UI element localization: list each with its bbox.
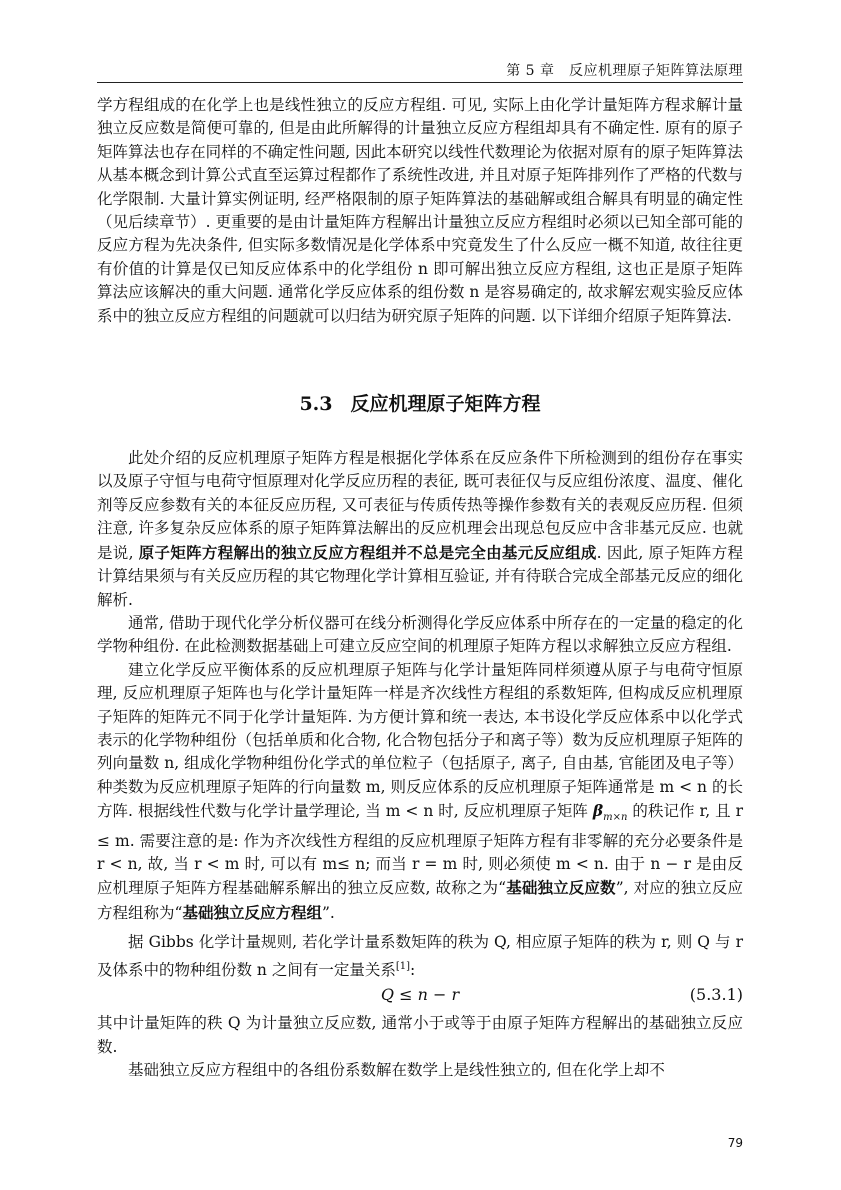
equation-5-3-1	[97, 982, 743, 1008]
section-spacer-bottom	[97, 417, 743, 447]
paragraph-matrix-definition	[97, 659, 743, 926]
paragraph-final: 基础独立反应方程组中的各组份系数解在数学上是线性独立的, 但在化学上却不	[128, 1061, 665, 1080]
paragraph-text: 此处介绍的反应机理原子矩阵方程是根据化学体系在反应条件下所检测到的组份存在事实以及原子守恒与电荷守恒原理对化学反应历程的表征, 既可表征仅与反应组份浓度、温度、催化剂等反应参数有关的本征反应历程, 又可表征与传质传热等操作参数有关的表观反应历程. 但须注意, 许多复杂反应体系的原子矩阵算法解出的反应机理会出现总包反应中含非基元反应. 也就是说,	[97, 449, 743, 562]
paragraph-text: :	[410, 960, 416, 979]
paragraph-text: 建立化学反应平衡体系的反应机理原子矩阵与化学计量矩阵同样须遵从原子与电荷守恒原理, 反应机理原子矩阵也与化学计量矩阵一样是齐次线性方程组的系数矩阵, 但构成反应机理原子矩阵的矩阵元不同于化学计量矩阵. 为方便计算和统一表达, 本书设化学反应体系中以化学式表示的化学物种组份（包括单质和化合物, 化合物包括分子和离子等）数为反应机理原子矩阵的列向量数 n, 组成化学物种组份化学式的单位粒子（包括原子, 离子, 自由基, 官能团及电子等）种类数为反应机理原子矩阵的行向量数 m, 则反应体系的反应机理原子矩阵通常是 m < n 的长方阵. 根据线性代数与化学计量学理论, 当 m < n 时, 反应机理原子矩阵	[97, 660, 743, 821]
emphasis-text: 原子矩阵方程解出的独立反应方程组并不总是完全由基元反应组成	[138, 542, 597, 562]
paragraph-gibbs	[97, 931, 743, 982]
equation-number: (5.3.1)	[689, 985, 743, 1005]
beta-subscript: m×n	[603, 812, 628, 824]
paragraph-intro	[97, 447, 743, 612]
term-basic-independent-equations: 基础独立反应方程组	[182, 902, 322, 922]
paragraph-text: ”, 对应的独立反应方程组称为“	[97, 879, 743, 922]
paragraph-text: ”.	[321, 903, 335, 922]
term-basic-independent-reactions: 基础独立反应数	[506, 878, 616, 898]
section-spacer-top	[97, 328, 743, 391]
paragraph-text: 的秩记作 r, 且 r ≤ m. 需要注意的是: 作为齐次线性方程组的反应机理原子矩阵方程有非零解的充分必要条件是 r < n, 故, 当 r < m 时, 可以有 m≤ n; 而当 r = m 时, 则必须使 m < n. 由于 n − r 是由反应机理原子矩阵方程基础解系解出的独立反应数, 故称之为“	[97, 802, 743, 898]
section-number: 5.3	[299, 393, 333, 416]
equation-body: Q ≤ n − r	[380, 985, 460, 1005]
paragraph-continued: 学方程组成的在化学上也是线性独立的反应方程组. 可见, 实际上由化学计量矩阵方程求解计量独立反应数是简便可靠的, 但是由此所解得的计量独立反应方程组却具有不确定性. 原有的原子矩阵算法也存在同样的不确定性问题, 因此本研究以线性代数理论为依据对原有的原子矩阵算法从基本概念到计算公式直至运算过程都作了系统性改进, 并且对原子矩阵排列作了严格的代数与化学限制. 大量计算实例证明, 经严格限制的原子矩阵算法的基础解或组合解具有明显的确定性（见后续章节）. 更重要的是由计量矩阵方程解出计量独立反应方程组时必须以已知全部可能的反应方程为先决条件, 但实际多数情况是化学体系中究竟发生了什么反应一概不知道, 故往往更有价值的计算是仅已知反应体系中的化学组份 n 即可解出独立反应方程组, 这也正是原子矩阵算法应该解决的重大问题. 通常化学反应体系的组份数 n 是容易确定的, 故求解宏观实验反应体系中的独立反应方程组的问题就可以归结为研究原子矩阵的问题. 以下详细介绍原子矩阵算法.	[97, 96, 743, 325]
page-number: 79	[727, 1136, 743, 1150]
section-heading	[97, 391, 743, 417]
beta-symbol: β	[592, 801, 604, 821]
paragraph-analysis: 通常, 借助于现代化学分析仪器可在线分析测得化学反应体系中所存在的一定量的稳定的化学物种组份. 在此检测数据基础上可建立反应空间的机理原子矩阵方程以求解独立反应方程组.	[97, 613, 743, 656]
paragraph-text: . 因此, 原子矩阵方程计算结果须与有关反应历程的其它物理化学计算相互验证, 并有待联合完成全部基元反应的细化解析.	[97, 543, 743, 609]
running-header: 第 5 章 反应机理原子矩阵算法原理	[506, 63, 743, 79]
page-body	[97, 94, 743, 1082]
citation-ref: [1]	[395, 960, 411, 972]
paragraph-rank: 其中计量矩阵的秩 Q 为计量独立反应数, 通常小于或等于由原子矩阵方程解出的基础独立反应数.	[97, 1014, 743, 1056]
section-title: 反应机理原子矩阵方程	[350, 393, 541, 416]
header-rule	[97, 82, 743, 83]
paragraph-text: 据 Gibbs 化学计量规则, 若化学计量系数矩阵的秩为 Q, 相应原子矩阵的秩为 r, 则 Q 与 r 及体系中的物种组份数 n 之间有一定量关系	[97, 933, 743, 979]
